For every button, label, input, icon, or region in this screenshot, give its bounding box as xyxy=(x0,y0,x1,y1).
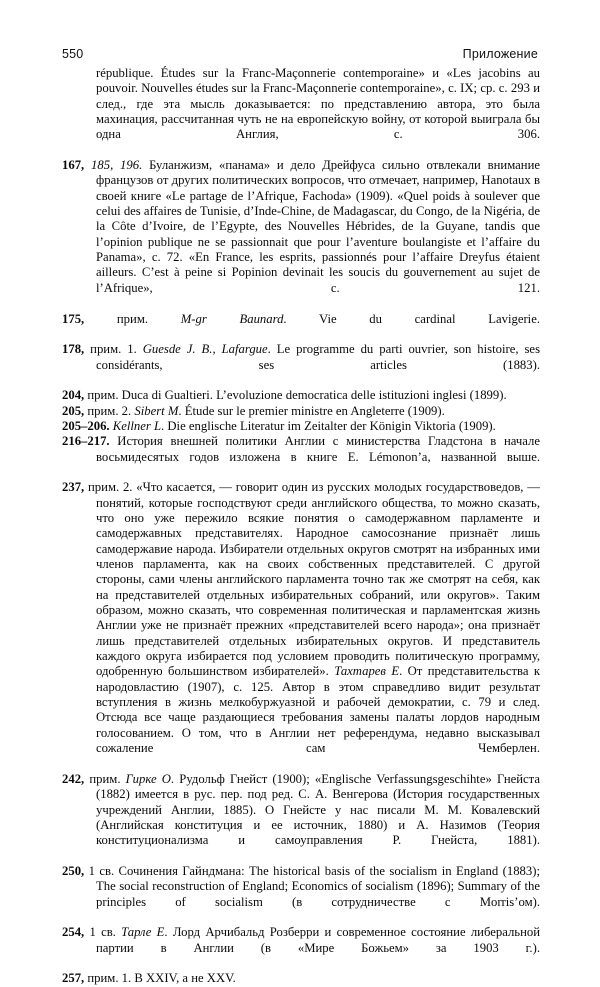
note-author: Sibert M xyxy=(134,403,179,418)
note-text: . Vie du cardinal Lavigerie. xyxy=(283,311,541,326)
note-lead: прим. 1. В XXIV, а не XXV. xyxy=(84,971,236,986)
note-text: . От представительства к народовластию (1907), с. 125. Автор в этом справедливо видит результат вступления в жизнь мелкобуржуазной и рабочей демократии, с. 79 и след. Отсюда все чаще раздающиеся требования замены палаты лордов народным голосованием. О том, что в Англии нет референдума, недавно высказывал сожаление сам Чемберлен. xyxy=(96,664,540,756)
note-number-italic: 185, 196. xyxy=(91,158,143,173)
note-number: 242, xyxy=(62,771,85,786)
note-entry-250 xyxy=(62,864,540,925)
running-head-title: Приложение xyxy=(462,47,538,61)
note-text: Буланжизм, «панама» и дело Дрейфуса сильно отвлекали внимание французов от других политических вопросов, что отмечает, например, Hanotaux в своей книге «Le partage de l’Afrique, Fachoda» (1909). «Quel poids à soulever que celui des affaires de Tunisie, d’Inde-Chine, de Madagascar, du Congo, de la Nigéria, de la Côte d’Ivoire, de l’Egypte, des Nouvelles Hébrides, de la Guyane, tandis que l’opinion publique ne se passionnait que pour l’aventure boulangiste et l’affaire du Panama», с. 72. «En France, les esprits, passionnés pour l’affaire Dreyfus étaient ailleurs. C’est à peine si Popinion devinait les soucis du gouvernement au sujet de l’Afrique», с. 121. xyxy=(96,158,541,295)
note-number: 178, xyxy=(62,342,85,357)
note-lead: История внешней политики Англии с министерства Гладстона в начале восьмидесятых годов изложена в книге Е. Lémonon’a, названной выше. xyxy=(96,434,540,464)
note-lead: прим. 1. xyxy=(84,342,143,357)
note-number: 237, xyxy=(62,480,85,495)
note-author: Kellner L xyxy=(112,418,162,433)
note-entry-175 xyxy=(62,312,540,343)
note-entry-167 xyxy=(62,158,540,311)
page-number: 550 xyxy=(62,47,84,61)
note-lead: прим. xyxy=(84,311,181,326)
note-author: Тарле Е xyxy=(121,925,165,940)
note-lead: прим. Duca di Gualtieri. L’evoluzione democratica delle istituzioni inglesi (1899). xyxy=(84,388,507,403)
note-entry-237 xyxy=(62,480,540,772)
note-author: Guesde J. B., Lafargue xyxy=(142,342,268,357)
note-entry-205 xyxy=(62,404,540,419)
note-author: Гирке О xyxy=(125,771,171,786)
note-number: 175, xyxy=(62,311,85,326)
note-lead: прим. xyxy=(84,771,126,786)
note-entry-205-206 xyxy=(62,419,540,434)
note-entry-178 xyxy=(62,342,540,388)
note-lead: прим. 2. «Что касается, — говорит один из русских молодых государствоведов, — понятий, которые господствуют среди английского общества, то можно сказать, что оно уже пережило всякие понятия о самодержавном парламенте и самодержавных представителях. Народное самосознание признаёт лишь самодержавие народа. Избиратели отдельных округов смотрят на избранных ими членов парламента, как на своих собственных представителей. С другой стороны, сами члены английского парламента точно так же смотрят на себя, как на представителей отдельных избирательных собраний, или округов». Таким образом, можно сказать, что современная политическая и парламентская жизнь Англии уже не признаёт прежних «представителей всего народа»; она признаёт лишь представителей отдельных избирательных округов. И представитель каждого округа избирается под условием проводить политическую программу, одобренную большинством избирателей». xyxy=(84,480,540,679)
note-number: 204, xyxy=(62,388,85,403)
running-head xyxy=(62,44,538,64)
note-entry-242 xyxy=(62,772,540,864)
note-text: . Étude sur le premier ministre en Angleterre (1909). xyxy=(178,403,445,418)
note-number: 250, xyxy=(62,863,85,878)
note-number: 205, xyxy=(62,403,85,418)
note-number: 257, xyxy=(62,971,85,986)
note-entry-257 xyxy=(62,971,540,986)
note-lead: 1 св. xyxy=(84,925,122,940)
note-entry-254 xyxy=(62,925,540,971)
body-text-block xyxy=(62,66,540,987)
note-lead: прим. 2. xyxy=(84,403,135,418)
note-number: 254, xyxy=(62,925,85,940)
note-text: . Le programme du parti ouvrier, son histoire, ses considérants, ses articles (1883). xyxy=(96,342,541,372)
note-number: 216–217. xyxy=(62,434,110,449)
continuation-paragraph: république. Études sur la Franc-Maçonnerie contemporaine» и «Les jacobins au pouvoir. Nouvelles études sur la Franc-Maçonnerie contemporaine», с. IX; ср. с. 293 и след., где эта мысль доказывается: по представлению автора, это была махинация, рассчитанная чуть не на европейскую войну, от которой выиграла бы одна Англия, с. 306. xyxy=(96,66,540,142)
note-entry-216-217 xyxy=(62,434,540,480)
note-entry-204 xyxy=(62,388,540,403)
note-lead: 1 св. Сочинения Гайндмана: The historical basis of the socialism in England (1883); The social reconstruction of England; Economics of socialism (1896); Summary of the principles of socialism (в сотрудничестве с Morris’ом). xyxy=(84,863,540,909)
note-author: Тахтарев Е xyxy=(334,664,400,679)
note-text: . Лорд Арчибальд Розберри и современное состояние либеральной партии в Англии (в «Мире Божьем» за 1903 г.). xyxy=(96,925,541,955)
note-author: M-gr Baunard xyxy=(180,311,284,326)
note-number: 205–206. xyxy=(62,418,110,433)
note-text: . Die englische Literatur im Zeitalter der Königin Viktoria (1909). xyxy=(161,418,496,433)
note-number: 167, xyxy=(62,158,85,173)
note-text: . Рудольф Гнейст (1900); «Englische Verfassungsgeschihte» Гнейста (1882) имеется в рус. пер. под ред. С. А. Венгерова (История государственных учреждений Англии, 1885). О Гнейсте у нас писали М. М. Ковалевский (Английская конституция и ее источник, 1880) и А. Назимов (Теория конституционализма и самоуправления Р. Гнейста, 1881). xyxy=(96,771,540,848)
